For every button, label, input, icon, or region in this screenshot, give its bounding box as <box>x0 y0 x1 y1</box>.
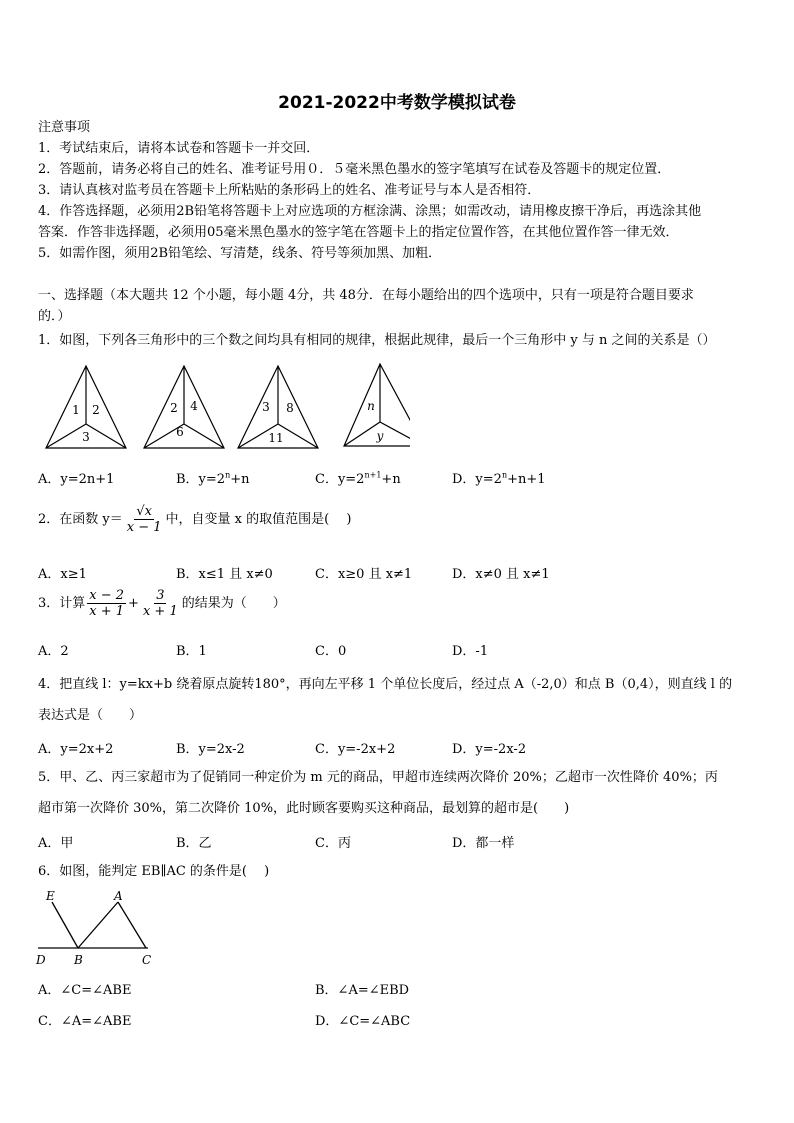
q4-option-a: A．y=2x+2 <box>38 742 114 757</box>
q5-option-a: A．甲 <box>38 836 74 851</box>
question-5-stem-cont: 超市第一次降价 30%，第二次降价 10%，此时顾客要购买这种商品，最划算的超市是( ) <box>38 801 570 816</box>
triangle-1-right: 2 <box>92 403 100 417</box>
q1-option-d-sup: n <box>501 470 508 480</box>
note-item: 4．作答选择题，必须用2B铅笔将答题卡上对应选项的方框涂满、涂黑；如需改动，请用橡皮擦干净后，再选涂其他 <box>38 204 702 219</box>
q2-option-d: D．x≠0 且 x≠1 <box>452 567 550 582</box>
q3-stem-post: 的结果为（ ） <box>181 596 286 611</box>
q6-option-d: D．∠C=∠ABC <box>315 1014 411 1029</box>
q3-fraction-1-numerator: x − 2 <box>89 588 125 603</box>
q3-fraction-1 <box>87 588 126 619</box>
q1-option-c-text: C．y=2 <box>315 472 365 487</box>
q6-option-c: C．∠A=∠ABE <box>38 1014 132 1029</box>
q1-option-c-tail: +n <box>381 472 401 487</box>
q3-fraction-2-denominator: x + 1 <box>142 604 178 619</box>
note-item: 3．请认真核对监考员在答题卡上所粘贴的条形码上的姓名、准考证号与本人是否相符． <box>38 183 541 198</box>
section-heading: 一、选择题（本大题共 12 个小题，每小题 4分，共 48分．在每小题给出的四个选项中，只有一项是符合题目要求 <box>38 288 694 303</box>
q1-option-d-text: D．y=2 <box>452 472 502 487</box>
triangle-3-bottom: 11 <box>268 431 284 445</box>
q3-fraction-2-numerator: 3 <box>156 588 165 603</box>
question-1-stem: 1．如图，下列各三角形中的三个数之间均具有相同的规律，根据此规律，最后一个三角形中 y 与 n 之间的关系是（） <box>38 333 716 348</box>
q1-option-b-sup: n <box>225 470 231 480</box>
question-6-stem: 6．如图，能判定 EB∥AC 的条件是( ) <box>38 864 270 879</box>
triangle-4-bottom: y <box>376 429 384 443</box>
page-title: 2021-2022中考数学模拟试卷 <box>278 93 516 113</box>
q6-label-e: E <box>46 889 55 903</box>
q5-option-d: D．都一样 <box>452 836 515 851</box>
notes-heading: 注意事项 <box>38 120 91 135</box>
q6-label-b: B <box>74 953 83 967</box>
q6-option-b: B．∠A=∠EBD <box>315 983 410 998</box>
q4-option-d: D．y=-2x-2 <box>452 742 527 757</box>
q2-fraction-numerator: √x <box>136 504 152 519</box>
question-1-triangles-figure <box>40 360 410 452</box>
q1-option-d <box>452 468 546 487</box>
question-4-stem-cont: 表达式是（ ） <box>38 708 143 723</box>
q6-figure-lines <box>38 902 148 948</box>
q6-option-a: A．∠C=∠ABE <box>38 983 132 998</box>
note-item: 答案．作答非选择题，必须用05毫米黑色墨水的签字笔在答题卡上的指定位置作答，在其他位置作答一律无效． <box>38 225 679 240</box>
triangle-1-left: 1 <box>72 403 80 417</box>
q3-plus-sign: + <box>128 596 139 611</box>
section-heading-cont: 的．） <box>38 309 71 324</box>
q2-stem-post: 中，自变量 x 的取值范围是( ) <box>165 512 352 527</box>
q1-option-c-sup: n+1 <box>364 470 382 480</box>
q2-option-c: C．x≥0 且 x≠1 <box>315 567 413 582</box>
question-6-figure <box>30 886 170 970</box>
q5-option-b: B．乙 <box>176 836 212 851</box>
triangle-3-right: 8 <box>286 401 294 415</box>
triangle-2-right: 4 <box>190 399 198 413</box>
q3-option-a: A．2 <box>38 644 69 659</box>
q1-option-d-tail: +n+1 <box>507 472 546 487</box>
q3-option-d: D．-1 <box>452 644 489 659</box>
q2-fraction-denominator: x − 1 <box>126 520 162 535</box>
question-5-stem: 5．甲、乙、丙三家超市为了促销同一种定价为 m 元的商品，甲超市连续两次降价 20%；乙超市一次性降价 40%；丙 <box>38 770 718 785</box>
triangle-2-left: 2 <box>170 401 178 415</box>
q2-option-b: B．x≤1 且 x≠0 <box>176 567 273 582</box>
note-item: 5．如需作图，须用2B铅笔绘、写清楚，线条、符号等须加黑、加粗． <box>38 246 442 261</box>
triangle-1-bottom: 3 <box>82 430 90 444</box>
q2-option-a: A．x≥1 <box>38 567 87 582</box>
note-item: 1．考试结束后，请将本试卷和答题卡一并交回． <box>38 141 320 156</box>
q2-stem-pre: 2．在函数 y＝ <box>38 512 123 527</box>
q1-option-b-text: B．y=2 <box>176 472 226 487</box>
q1-option-b-tail: +n <box>230 472 250 487</box>
q4-option-b: B．y=2x-2 <box>176 742 245 757</box>
q2-fraction <box>125 504 164 535</box>
question-2-stem <box>38 504 351 535</box>
triangle-3-left: 3 <box>262 400 270 414</box>
triangle-4-left: n <box>367 399 375 413</box>
q3-fraction-2 <box>141 588 180 619</box>
q1-option-b <box>176 468 249 487</box>
triangle-2-bottom: 6 <box>176 425 184 439</box>
q3-option-c: C．0 <box>315 644 347 659</box>
q1-option-c <box>315 468 401 487</box>
q3-fraction-1-denominator: x + 1 <box>89 604 125 619</box>
q1-option-a: A．y=2n+1 <box>38 472 115 487</box>
question-3-stem <box>38 588 286 619</box>
note-item: 2．答题前，请务必将自己的姓名、准考证号用０．５毫米黑色墨水的签字笔填写在试卷及答题卡的规定位置． <box>38 162 671 177</box>
q3-option-b: B．1 <box>176 644 207 659</box>
q6-label-a: A <box>114 889 123 903</box>
q6-label-d: D <box>36 953 46 967</box>
q3-stem-pre: 3．计算 <box>38 596 86 611</box>
q5-option-c: C．丙 <box>315 836 351 851</box>
q4-option-c: C．y=-2x+2 <box>315 742 396 757</box>
triangle-2 <box>144 366 224 448</box>
q6-label-c: C <box>142 953 152 967</box>
question-4-stem: 4．把直线 l：y=kx+b 绕着原点旋转180°，再向左平移 1 个单位长度后，经过点 A（-2,0）和点 B（0,4），则直线 l 的 <box>38 677 733 692</box>
